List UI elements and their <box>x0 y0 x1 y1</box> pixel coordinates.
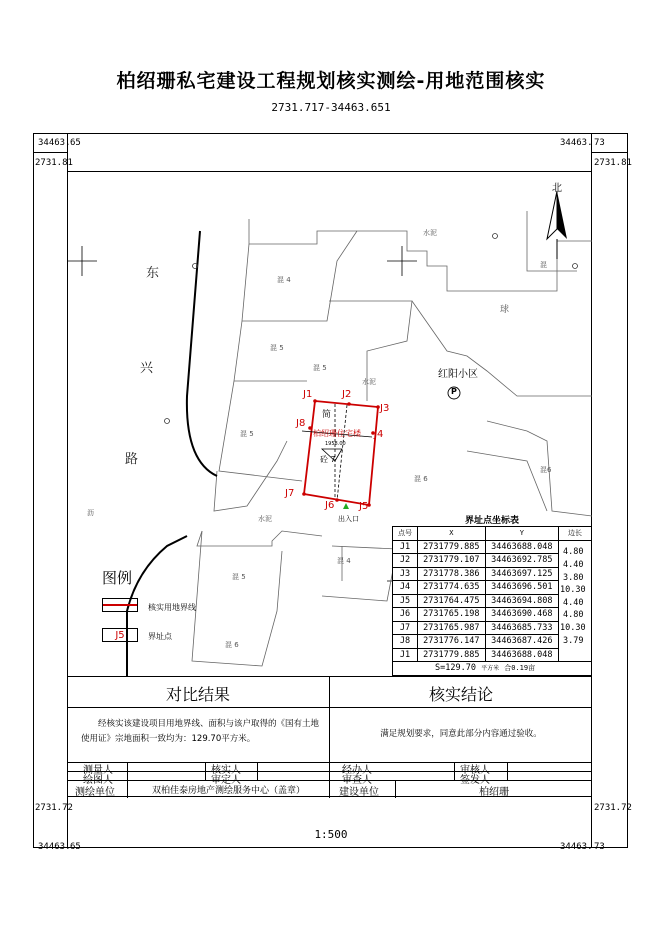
table-cell: J6 <box>393 608 418 622</box>
legend-item-label: 界址点 <box>148 632 172 641</box>
survey-unit-label: 测绘单位 <box>75 787 115 798</box>
builder-label: 建设单位 <box>339 787 379 798</box>
signature-label: 签发人 <box>460 775 490 786</box>
corner-label: 65 <box>70 138 81 148</box>
corner-label: 2731.72 <box>594 803 632 813</box>
divider <box>454 762 455 780</box>
boundary-point-label: J3 <box>380 403 390 414</box>
scale-label: 1:500 <box>314 828 348 841</box>
table-cell: J3 <box>393 567 418 581</box>
corner-label: 73 <box>594 138 605 148</box>
map-label: 砼 7 <box>320 455 336 464</box>
coord-table-title: 界址点坐标表 <box>464 516 519 526</box>
divider <box>205 762 206 780</box>
map-label: 混 5 <box>240 430 254 438</box>
corner-label: 34463. <box>38 138 71 148</box>
boundary-point-label: J1 <box>303 389 313 400</box>
frame-line <box>33 152 67 153</box>
table-cell: 34463692.785 <box>485 554 558 568</box>
map-label: 球 <box>500 305 510 315</box>
area-value: S=129.70 <box>435 663 476 674</box>
corner-label: 34463. <box>560 138 593 148</box>
verify-text: 满足规划要求，同意此部分内容通过验收。 <box>380 729 542 739</box>
table-header: X <box>418 527 486 541</box>
legend-line-sample <box>103 604 137 606</box>
table-cell: 2731779.107 <box>418 554 486 568</box>
corner-label: 65 <box>70 842 81 852</box>
map-label: 混 5 <box>270 344 284 352</box>
map-label: 水泥 <box>258 515 272 523</box>
signature-label: 审查人 <box>342 775 372 786</box>
results-table <box>67 676 592 798</box>
area-cell <box>393 662 592 676</box>
elevation-label: 1958.00 <box>325 441 346 447</box>
table-cell: J4 <box>393 581 418 595</box>
map-label: 水泥 <box>362 378 376 386</box>
boundary-point-label: J8 <box>296 418 306 429</box>
signature-label: 经办人 <box>342 765 372 776</box>
map-label: 简 <box>322 410 332 420</box>
signature-label: 核实人 <box>211 765 241 776</box>
map-label: 混 5 <box>232 573 246 581</box>
table-cell: 34463688.048 <box>485 648 558 662</box>
table-cell: 34463690.468 <box>485 608 558 622</box>
distance-value: 4.40 <box>563 559 584 570</box>
map-label: 沥 <box>87 509 94 517</box>
table-cell: 34463694.808 <box>485 594 558 608</box>
road-name-3: 路 <box>125 452 139 467</box>
corner-label: 34463. <box>38 842 71 852</box>
entrance-icon <box>343 503 349 509</box>
signature-row <box>67 762 592 786</box>
survey-unit-value: 双柏佳泰房地产测绘服务中心（盖章） <box>151 786 305 796</box>
divider <box>67 707 592 708</box>
community-label: 红阳小区 <box>438 369 478 380</box>
table-cell: 2731764.475 <box>418 594 486 608</box>
road-name-2: 兴 <box>140 361 154 376</box>
map-label: 混 5 <box>313 364 327 372</box>
north-label: 北 <box>552 183 562 194</box>
table-cell: 34463697.125 <box>485 567 558 581</box>
map-label: 混 6 <box>225 641 239 649</box>
table-row <box>393 527 592 541</box>
table-cell: 34463685.733 <box>485 621 558 635</box>
divider <box>67 762 592 772</box>
boundary-point-label: J6 <box>325 500 335 511</box>
area-unit: 平方米 <box>481 665 500 673</box>
table-cell: 34463687.426 <box>485 635 558 649</box>
divider <box>507 762 508 780</box>
map-label: 混 <box>540 261 547 269</box>
distance-value: 10.30 <box>560 622 586 633</box>
table-header: Y <box>485 527 558 541</box>
signature-label: 审定人 <box>211 775 241 786</box>
table-cell: 2731778.386 <box>418 567 486 581</box>
distance-value: 3.79 <box>563 635 584 646</box>
legend-box <box>102 598 138 612</box>
page-title: 柏绍珊私宅建设工程规划核实测绘-用地范围核实 <box>116 70 546 92</box>
distance-value: 3.80 <box>563 572 584 583</box>
corner-label: 2731.72 <box>35 803 73 813</box>
distance-value: 4.80 <box>563 546 584 557</box>
table-cell: J5 <box>393 594 418 608</box>
boundary-polygon <box>304 401 378 505</box>
boundary-point-label: J5 <box>359 501 369 512</box>
map-label: 水泥 <box>423 229 437 237</box>
table-cell: 34463696.501 <box>485 581 558 595</box>
corner-label: 2731.81 <box>594 158 632 168</box>
corner-label: 34463. <box>560 842 593 852</box>
table-cell: 2731765.987 <box>418 621 486 635</box>
map-label: 混 4 <box>337 557 351 565</box>
table-row <box>393 540 592 554</box>
legend-point-sample: J5 <box>102 628 138 642</box>
divider <box>257 762 258 780</box>
divider <box>127 762 128 780</box>
table-header: 点号 <box>393 527 418 541</box>
compare-title: 对比结果 <box>165 685 230 704</box>
legend-title: 图例 <box>102 569 133 587</box>
table-row <box>393 662 592 676</box>
distance-value: 4.40 <box>563 597 584 608</box>
legend-item-label: 核实用地界线 <box>148 603 196 612</box>
table-cell: J7 <box>393 621 418 635</box>
table-cell: 2731765.198 <box>418 608 486 622</box>
table-cell: 34463688.048 <box>485 540 558 554</box>
page-subtitle: 2731.717-34463.651 <box>271 101 391 114</box>
table-cell: J1 <box>393 540 418 554</box>
builder-value: 柏绍珊 <box>479 787 509 798</box>
frame-line <box>591 152 628 153</box>
north-arrow-icon <box>547 191 567 259</box>
compare-text: 经核实该建设项目用地界线、面积与该户取得的《国有土地使用证》宗地面积一致均为：129.70平方米。 <box>81 719 320 744</box>
house-label: 柏绍珊住宅楼 <box>313 429 361 438</box>
map-label: 混6 <box>540 466 552 474</box>
verify-title: 核实结论 <box>428 685 493 704</box>
table-cell: 2731779.885 <box>418 648 486 662</box>
table-cell: 2731774.635 <box>418 581 486 595</box>
boundary-point-label: J4 <box>374 429 384 440</box>
distance-value: 10.30 <box>560 584 586 595</box>
table-cell: 2731776.147 <box>418 635 486 649</box>
table-cell: J8 <box>393 635 418 649</box>
distance-value: 4.80 <box>563 609 584 620</box>
entrance-label: 出入口 <box>338 515 359 523</box>
table-cell: J2 <box>393 554 418 568</box>
signature-label: 绘图人 <box>83 775 113 786</box>
signature-label: 审核人 <box>460 765 490 776</box>
area-mu: 合0.19亩 <box>504 664 536 673</box>
map-label: 混 6 <box>414 475 428 483</box>
table-header: 边长 <box>559 527 592 541</box>
distance-column <box>559 540 592 662</box>
map-label: 混 4 <box>277 276 291 284</box>
corner-label: 73 <box>594 842 605 852</box>
boundary-point-label: J2 <box>342 389 352 400</box>
road-name-1: 东 <box>146 266 160 281</box>
table-cell: J1 <box>393 648 418 662</box>
parking-label: P <box>451 387 457 396</box>
table-cell: 2731779.885 <box>418 540 486 554</box>
boundary-point-label: J7 <box>285 488 295 499</box>
coord-table <box>392 526 592 676</box>
unit-row <box>67 781 592 798</box>
corner-label: 2731.81 <box>35 158 73 168</box>
signature-label: 测量人 <box>83 765 113 776</box>
